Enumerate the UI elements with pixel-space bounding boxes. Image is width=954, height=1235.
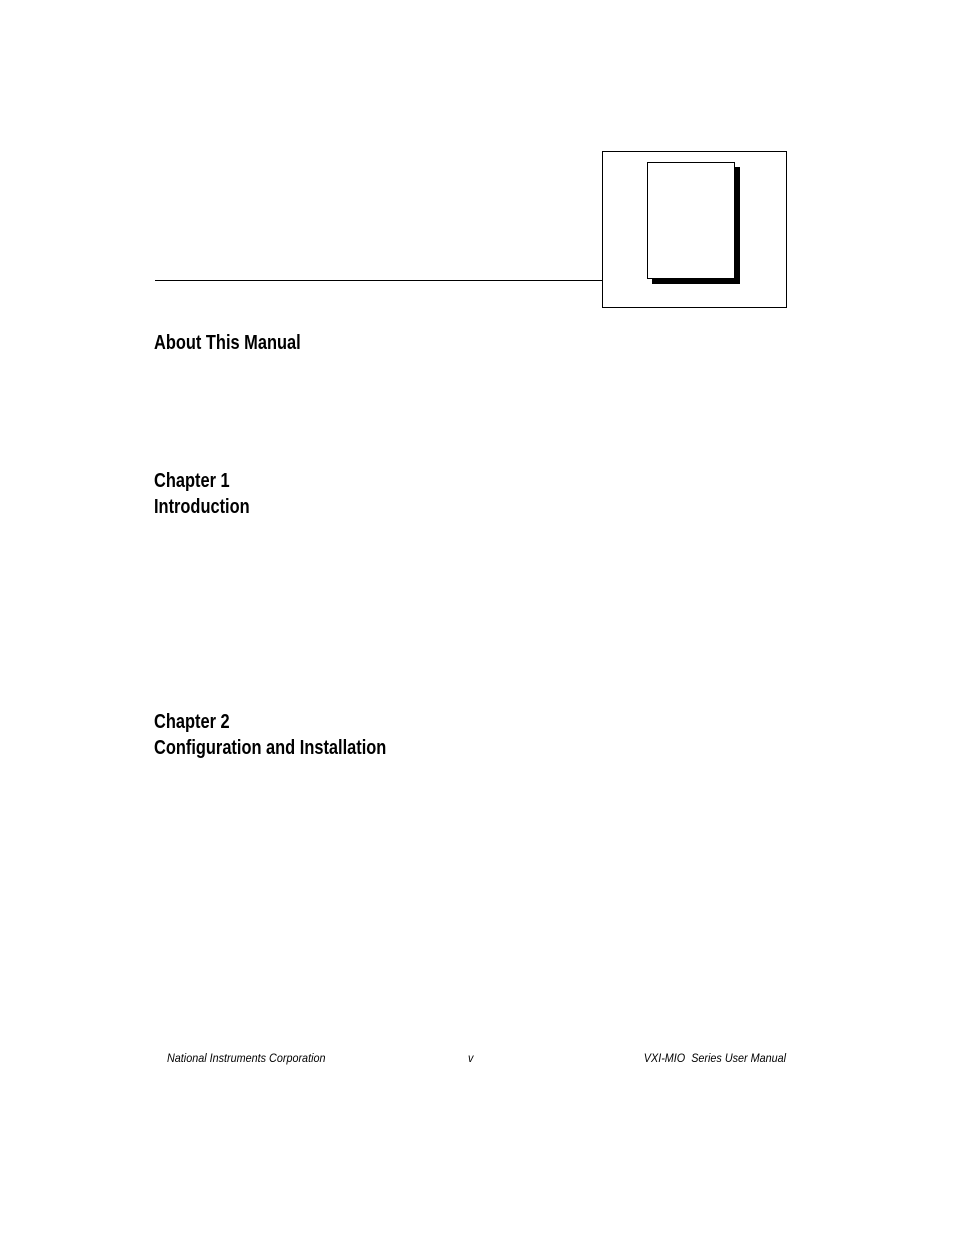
chapter-title: Introduction: [154, 496, 250, 518]
chapter-title: Configuration and Installation: [154, 737, 387, 759]
chapter-label: Chapter 2: [154, 711, 230, 733]
footer-company: National Instruments Corporation: [167, 1051, 326, 1065]
footer-manual-title: VXI-MIO Series User Manual: [643, 1051, 786, 1065]
header-rule: [155, 280, 603, 281]
page-sheet: [647, 162, 735, 279]
toc-entry-chapter-2: [154, 709, 386, 761]
toc-entry-chapter-1: [154, 468, 250, 520]
document-page-icon: [647, 162, 739, 283]
document-icon-frame: [602, 151, 787, 308]
footer-page-number: v: [468, 1051, 474, 1065]
toc-entry-about-this-manual: [154, 330, 301, 356]
chapter-label: Chapter 1: [154, 470, 230, 492]
section-heading: About This Manual: [154, 332, 301, 354]
